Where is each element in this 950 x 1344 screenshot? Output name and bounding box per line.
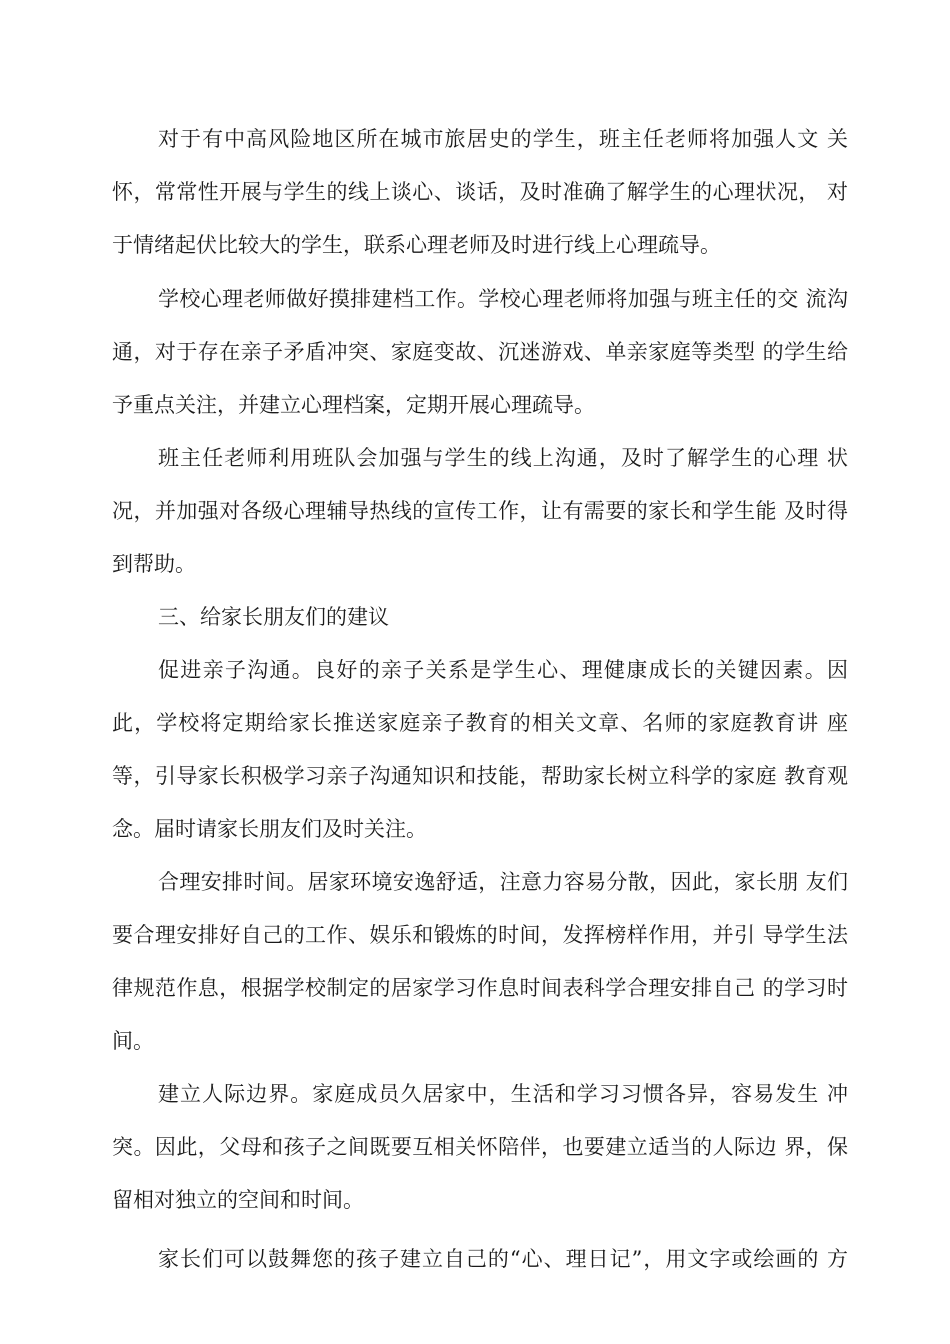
paragraph-7-line-1: 建立人际边界。家庭成员久居家中，生活和学习习惯各异，容易发生 冲 (158, 1082, 848, 1106)
paragraph-2-line-1: 学校心理老师做好摸排建档工作。学校心理老师将加强与班主任的交 流沟 (158, 287, 848, 311)
paragraph-7-line-3: 留相对独立的空间和时间。 (112, 1188, 364, 1212)
paragraph-8-line-1: 家长们可以鼓舞您的孩子建立自己的“心、理日记”，用文字或绘画的 方 (158, 1247, 848, 1271)
paragraph-3-line-1: 班主任老师利用班队会加强与学生的线上沟通，及时了解学生的心理 状 (158, 446, 848, 470)
paragraph-5-line-2: 此，学校将定期给家长推送家庭亲子教育的相关文章、名师的家庭教育讲 座 (112, 711, 848, 735)
paragraph-1-line-2: 怀，常常性开展与学生的线上谈心、谈话，及时准确了解学生的心理状况， 对 (112, 180, 848, 204)
paragraph-3-line-3: 到帮助。 (112, 552, 196, 576)
paragraph-2-line-3: 予重点关注，并建立心理档案，定期开展心理疏导。 (112, 393, 595, 417)
paragraph-6-line-1: 合理安排时间。居家环境安逸舒适，注意力容易分散，因此，家长朋 友们 (158, 870, 848, 894)
paragraph-1-line-3: 于情绪起伏比较大的学生，联系心理老师及时进行线上心理疏导。 (112, 233, 721, 257)
paragraph-1-line-1: 对于有中高风险地区所在城市旅居史的学生，班主任老师将加强人文 关 (158, 127, 848, 151)
section-heading: 三、给家长朋友们的建议 (158, 605, 389, 629)
paragraph-5-line-3: 等，引导家长积极学习亲子沟通知识和技能，帮助家长树立科学的家庭 教育观 (112, 764, 848, 788)
paragraph-5-line-1: 促进亲子沟通。良好的亲子关系是学生心、理健康成长的关键因素。因 (158, 658, 848, 682)
paragraph-6-line-4: 间。 (112, 1029, 154, 1053)
paragraph-6-line-2: 要合理安排好自己的工作、娱乐和锻炼的时间，发挥榜样作用，并引 导学生法 (112, 923, 848, 947)
paragraph-5-line-4: 念。届时请家长朋友们及时关注。 (112, 817, 427, 841)
paragraph-2-line-2: 通，对于存在亲子矛盾冲突、家庭变故、沉迷游戏、单亲家庭等类型 的学生给 (112, 340, 848, 364)
paragraph-3-line-2: 况，并加强对各级心理辅导热线的宣传工作，让有需要的家长和学生能 及时得 (112, 499, 848, 523)
paragraph-7-line-2: 突。因此，父母和孩子之间既要互相关怀陪伴，也要建立适当的人际边 界，保 (112, 1135, 848, 1159)
paragraph-6-line-3: 律规范作息，根据学校制定的居家学习作息时间表科学合理安排自己 的学习时 (112, 976, 848, 1000)
